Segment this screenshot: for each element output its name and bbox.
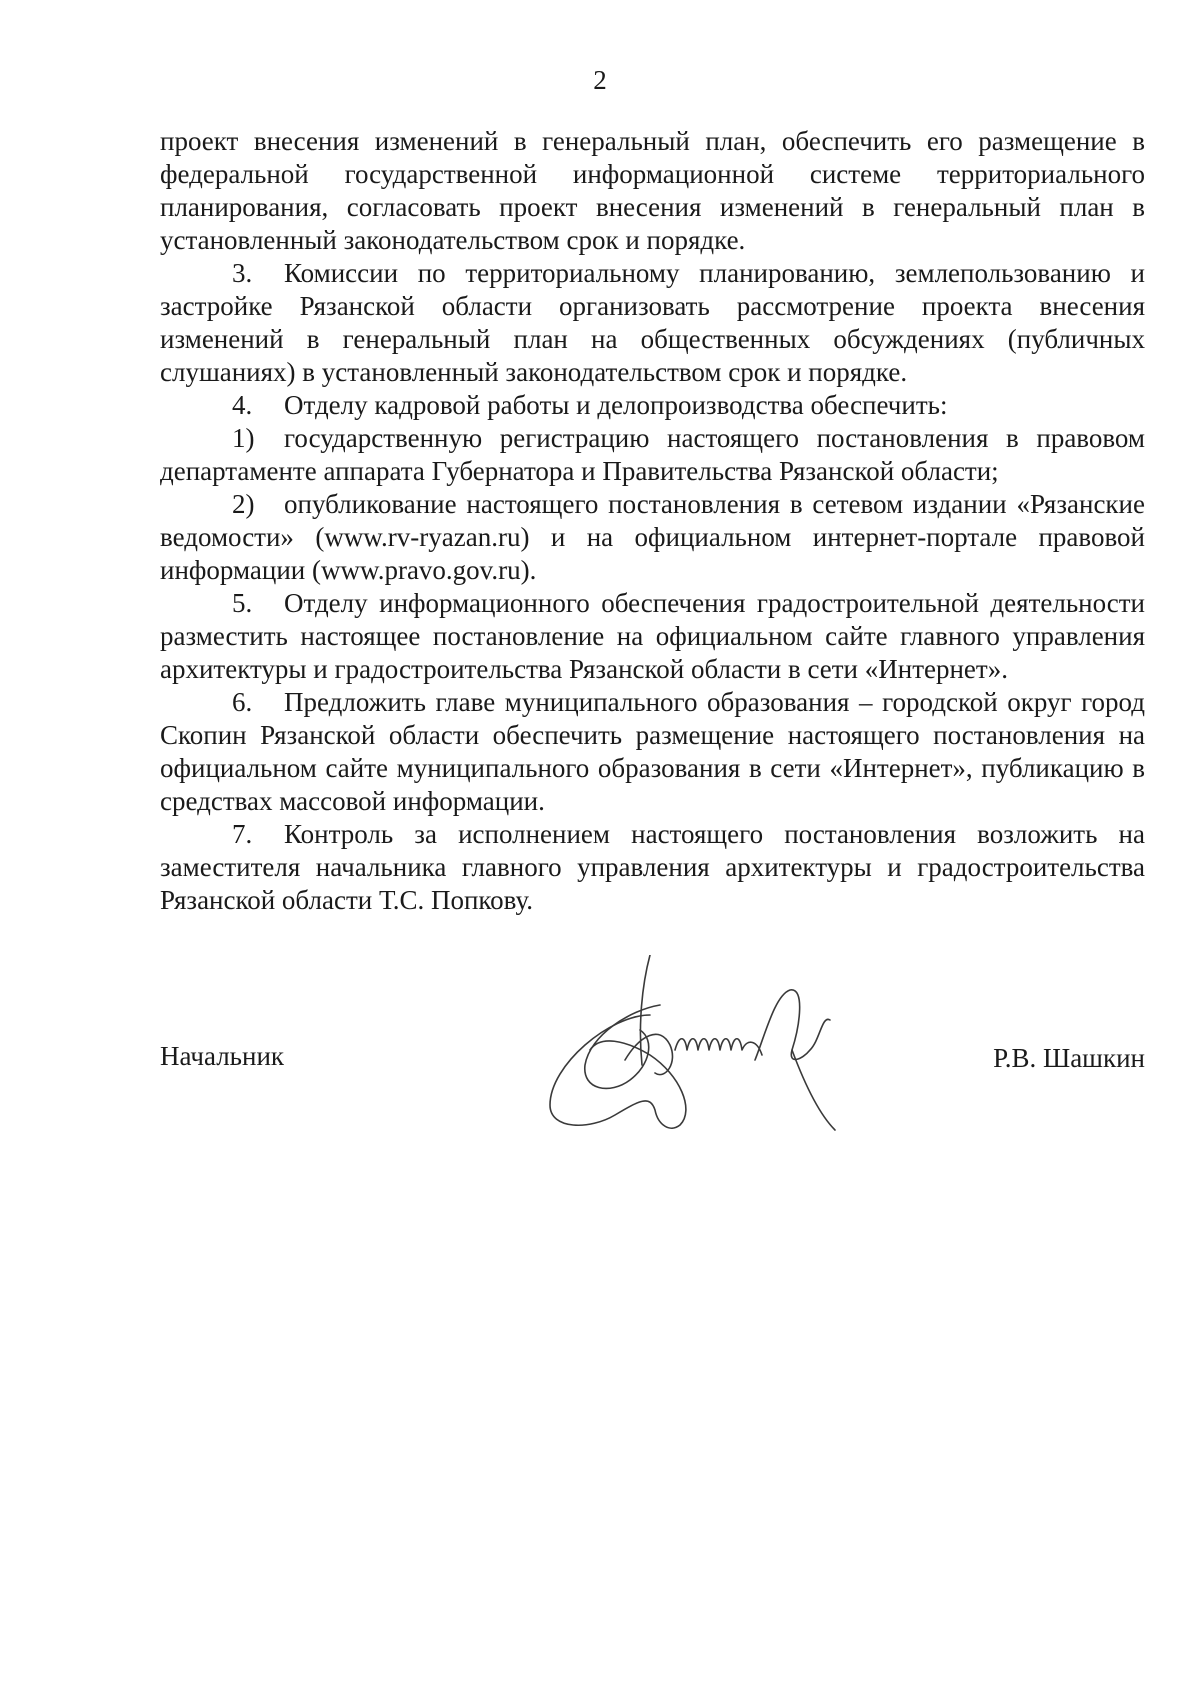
- paragraph-number: 7.: [232, 819, 253, 849]
- signature-block: [160, 1040, 1145, 1100]
- subparagraph-1: [160, 422, 1145, 488]
- paragraph-continuation: [160, 125, 1145, 257]
- paragraph-text: проект внесения изменений в генеральный план, обеспечить его размещение в федеральной государственной информационной системе территориального планирования, согласовать проект внесения изменений в генеральный план в установленный законодательством срок и порядке.: [160, 126, 1145, 255]
- paragraph-item-5: [160, 587, 1145, 686]
- page-number: 2: [593, 65, 607, 95]
- subparagraph-text: государственную регистрацию настоящего постановления в правовом департаменте аппарата Губернатора и Правительства Рязанской области;: [160, 423, 1145, 486]
- paragraph-text: Контроль за исполнением настоящего постановления возложить на заместителя начальника главного управления архитектуры и градостроительства Рязанской области Т.С. Попкову.: [160, 819, 1145, 915]
- paragraph-text: Отделу кадровой работы и делопроизводства обеспечить:: [284, 390, 948, 420]
- paragraph-text: Предложить главе муниципального образования – городской округ город Скопин Рязанской области обеспечить размещение настоящего постановления на официальном сайте муниципального образования в сети «Интернет», публикацию в средствах массовой информации.: [160, 687, 1145, 816]
- paragraph-text: Отделу информационного обеспечения градостроительной деятельности разместить настоящее постановление на официальном сайте главного управления архитектуры и градостроительства Рязанской области в сети «Интернет».: [160, 588, 1145, 684]
- signatory-name: Р.В. Шашкин: [993, 1043, 1145, 1073]
- paragraph-number: 6.: [232, 687, 253, 717]
- signatory-title: Начальник: [160, 1041, 285, 1071]
- paragraph-item-6: [160, 686, 1145, 818]
- paragraph-text: Комиссии по территориальному планированию, землепользованию и застройке Рязанской области организовать рассмотрение проекта внесения изменений в генеральный план на общественных обсуждениях (публичных слушаниях) в установленный законодательством срок и порядке.: [160, 258, 1145, 387]
- subparagraph-2: [160, 488, 1145, 587]
- paragraph-number: 5.: [232, 588, 253, 618]
- document-body: [160, 125, 1145, 917]
- paragraph-item-3: [160, 257, 1145, 389]
- paragraph-number: 4.: [232, 390, 253, 420]
- paragraph-number: 3.: [232, 258, 253, 288]
- paragraph-item-7: [160, 818, 1145, 917]
- subparagraph-number: 1): [232, 423, 255, 453]
- paragraph-item-4: [160, 389, 1145, 422]
- subparagraph-text: опубликование настоящего постановления в сетевом издании «Рязанские ведомости» (www.rv-ryazan.ru) и на официальном интернет-портале правовой информации (www.pravo.gov.ru).: [160, 489, 1145, 585]
- subparagraph-number: 2): [232, 489, 255, 519]
